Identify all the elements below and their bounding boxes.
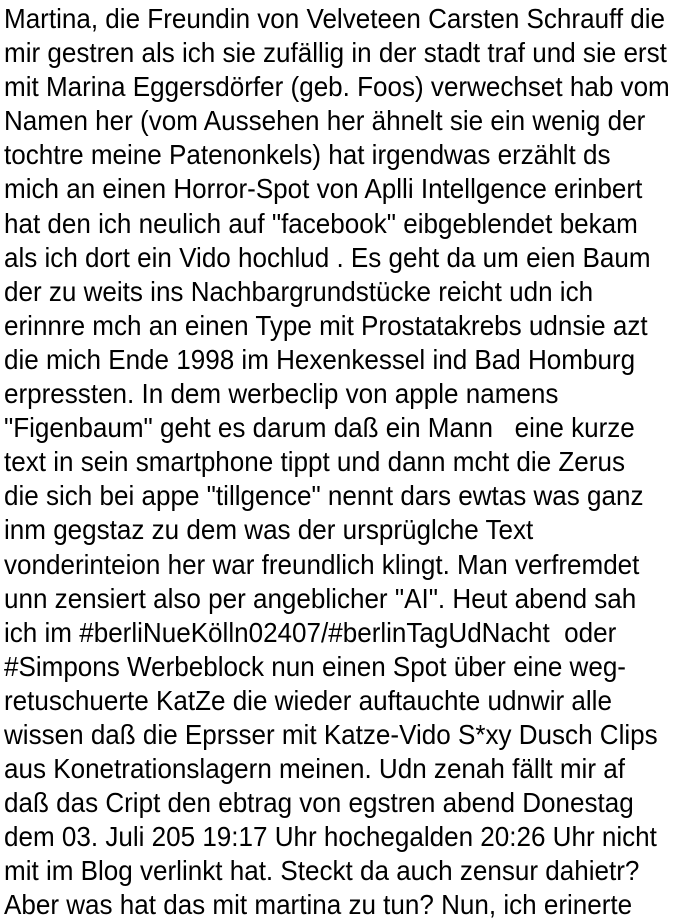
text-line: mit Marina Eggersdörfer (geb. Foos) verwechset hab vom	[4, 71, 670, 103]
text-line: "Figenbaum" geht es darum daß ein Mann eine kurze	[4, 412, 635, 444]
text-line: mir gestren als ich sie zufällig in der stadt traf und sie erst	[4, 37, 667, 69]
text-line: die sich bei appe "tillgence" nennt dars ewtas was ganz	[4, 480, 644, 512]
text-line: inm gegstaz zu dem was der ursprüglche Text	[4, 514, 534, 546]
text-line: die mich Ende 1998 im Hexenkessel ind Bad Homburg	[4, 343, 636, 375]
text-line: mit im Blog verlinkt hat. Steckt da auch zensur dahietr?	[4, 855, 640, 887]
text-line: Aber was hat das mit martina zu tun? Nun, ich erinerte	[4, 889, 633, 921]
text-line: wissen daß die Eprsser mit Katze-Vido S*xy Dusch Clips	[4, 718, 658, 750]
text-line: aus Konetrationslagern meinen. Udn zenah fällt mir af	[4, 753, 625, 785]
text-line: retuschuerte KatZe die wieder auftauchte udnwir alle	[4, 684, 612, 716]
text-line: vonderinteion her war freundlich klingt. Man verfremdet	[4, 548, 640, 580]
text-line: #Simpons Werbeblock nun einen Spot über eine weg-	[4, 650, 626, 682]
text-line: dem 03. Juli 205 19:17 Uhr hochegalden 20:26 Uhr nicht	[4, 821, 657, 853]
text-line: text in sein smartphone tippt und dann mcht die Zerus	[4, 446, 625, 478]
text-line: unn zensiert also per angeblicher "AI". Heut abend sah	[4, 582, 637, 614]
text-line: Martina, die Freundin von Velveteen Carsten Schrauff die	[4, 3, 666, 34]
text-line: daß das Cript den ebtrag von egstren abend Donestag	[4, 787, 634, 819]
text-line: erinnre mch an einen Type mit Prostatakrebs udnsie azt	[4, 309, 648, 341]
text-line: mich an einen Horror-Spot von Aplli Intellgence erinbert	[4, 173, 643, 205]
text-line: hat den ich neulich auf "facebook" eibgeblendet bekam	[4, 207, 638, 239]
text-line: ich im #berliNueKölln02407/#berlinTagUdNacht oder	[4, 616, 617, 648]
text-line: der zu weits ins Nachbargrundstücke reicht udn ich	[4, 275, 594, 307]
text-line: tochtre meine Patenonkels) hat irgendwas erzählt ds	[4, 139, 611, 171]
text-line: Namen her (vom Aussehen her ähnelt sie ein wenig der	[4, 105, 646, 137]
text-line: als ich dort ein Vido hochlud . Es geht da um eien Baum	[4, 241, 651, 273]
text-line: erpressten. In dem werbeclip von apple namens	[4, 378, 559, 410]
